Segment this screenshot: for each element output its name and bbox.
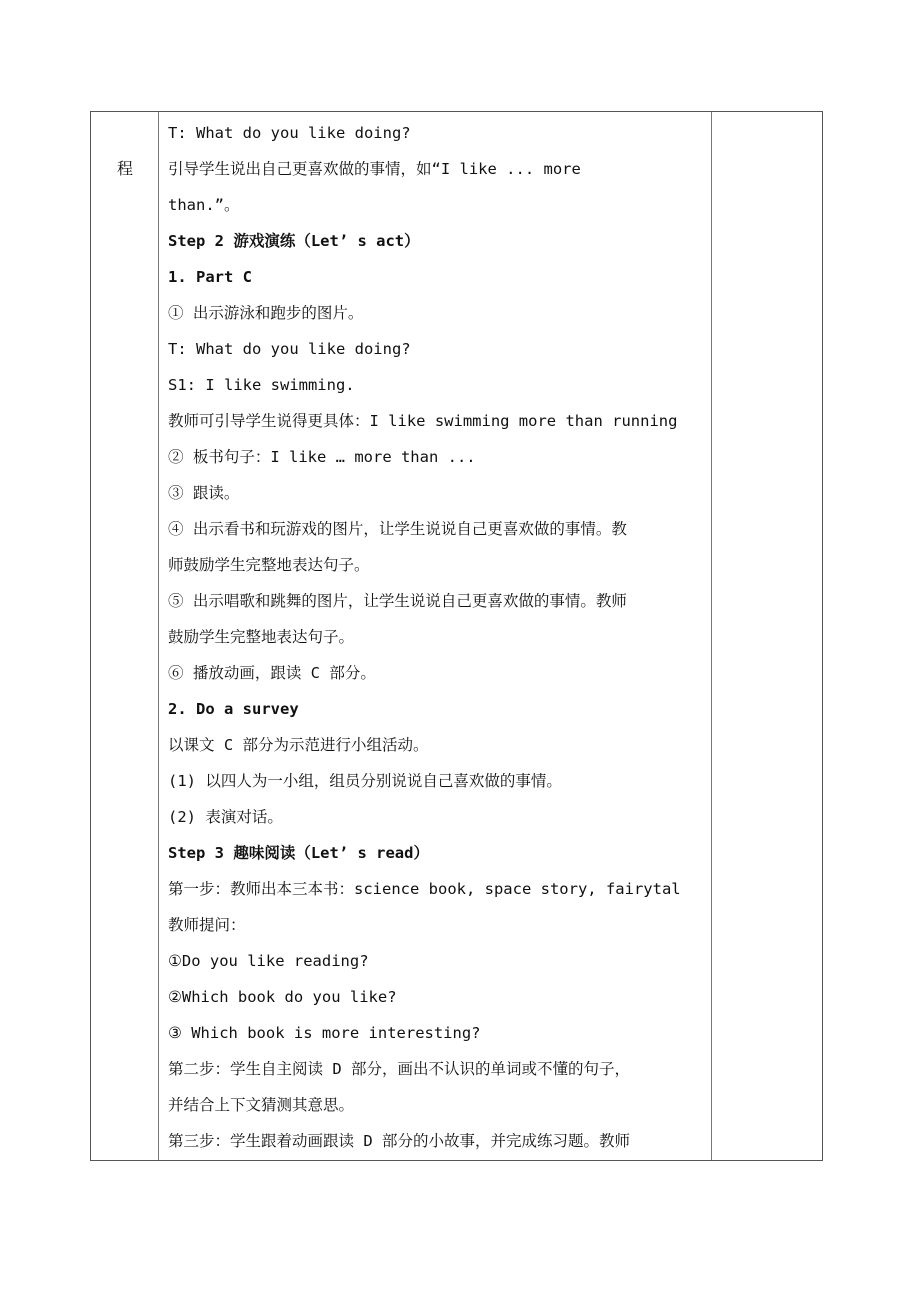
content-line: ⑤ 出示唱歌和跳舞的图片，让学生说说自己更喜欢做的事情。教师 bbox=[168, 592, 627, 610]
content-line: than.”。 bbox=[168, 196, 240, 214]
content-line: S1: I like swimming. bbox=[168, 376, 355, 394]
content-column bbox=[159, 112, 712, 1160]
content-line: 师鼓励学生完整地表达句子。 bbox=[168, 556, 370, 574]
content-line: ② 板书句子：I like … more than ... bbox=[168, 448, 476, 466]
content-line: (1) 以四人为一小组，组员分别说说自己喜欢做的事情。 bbox=[168, 772, 562, 790]
content-line: ①Do you like reading? bbox=[168, 952, 369, 970]
section-heading: Step 2 游戏演练（Let’ s act） bbox=[168, 232, 420, 250]
section-heading: 1. Part C bbox=[168, 268, 252, 286]
content-line: ① 出示游泳和跑步的图片。 bbox=[168, 304, 364, 322]
section-heading: Step 3 趣味阅读（Let’ s read） bbox=[168, 844, 429, 862]
notes-column bbox=[712, 112, 823, 1160]
content-line: ②Which book do you like? bbox=[168, 988, 397, 1006]
content-line: 第三步：学生跟着动画跟读 D 部分的小故事，并完成练习题。教师 bbox=[168, 1132, 630, 1150]
content-line: 教师可引导学生说得更具体：I like swimming more than running bbox=[168, 412, 678, 430]
content-line: ③ Which book is more interesting? bbox=[168, 1024, 481, 1042]
content-line: 并结合上下文猜测其意思。 bbox=[168, 1096, 355, 1114]
content-line: 鼓励学生完整地表达句子。 bbox=[168, 628, 355, 646]
content-line: ④ 出示看书和玩游戏的图片，让学生说说自己更喜欢做的事情。教 bbox=[168, 520, 627, 538]
content-line: 第二步：学生自主阅读 D 部分，画出不认识的单词或不懂的句子， bbox=[168, 1060, 630, 1078]
content-line: T: What do you like doing? bbox=[168, 124, 411, 142]
content-line: 教师提问： bbox=[168, 916, 246, 934]
content-line: 引导学生说出自己更喜欢做的事情，如“I like ... more bbox=[168, 160, 581, 178]
section-heading: 2. Do a survey bbox=[168, 700, 299, 718]
content-line: 第一步：教师出本三本书：science book, space story, fairytal bbox=[168, 880, 681, 898]
content-line: T: What do you like doing? bbox=[168, 340, 411, 358]
row-label-column bbox=[91, 112, 159, 1160]
content-line: ⑥ 播放动画，跟读 C 部分。 bbox=[168, 664, 376, 682]
content-line: ③ 跟读。 bbox=[168, 484, 240, 502]
lesson-plan-table bbox=[90, 111, 823, 1161]
content-line: 以课文 C 部分为示范进行小组活动。 bbox=[168, 736, 429, 754]
content-line: (2) 表演对话。 bbox=[168, 808, 283, 826]
row-label: 程 bbox=[116, 159, 133, 178]
